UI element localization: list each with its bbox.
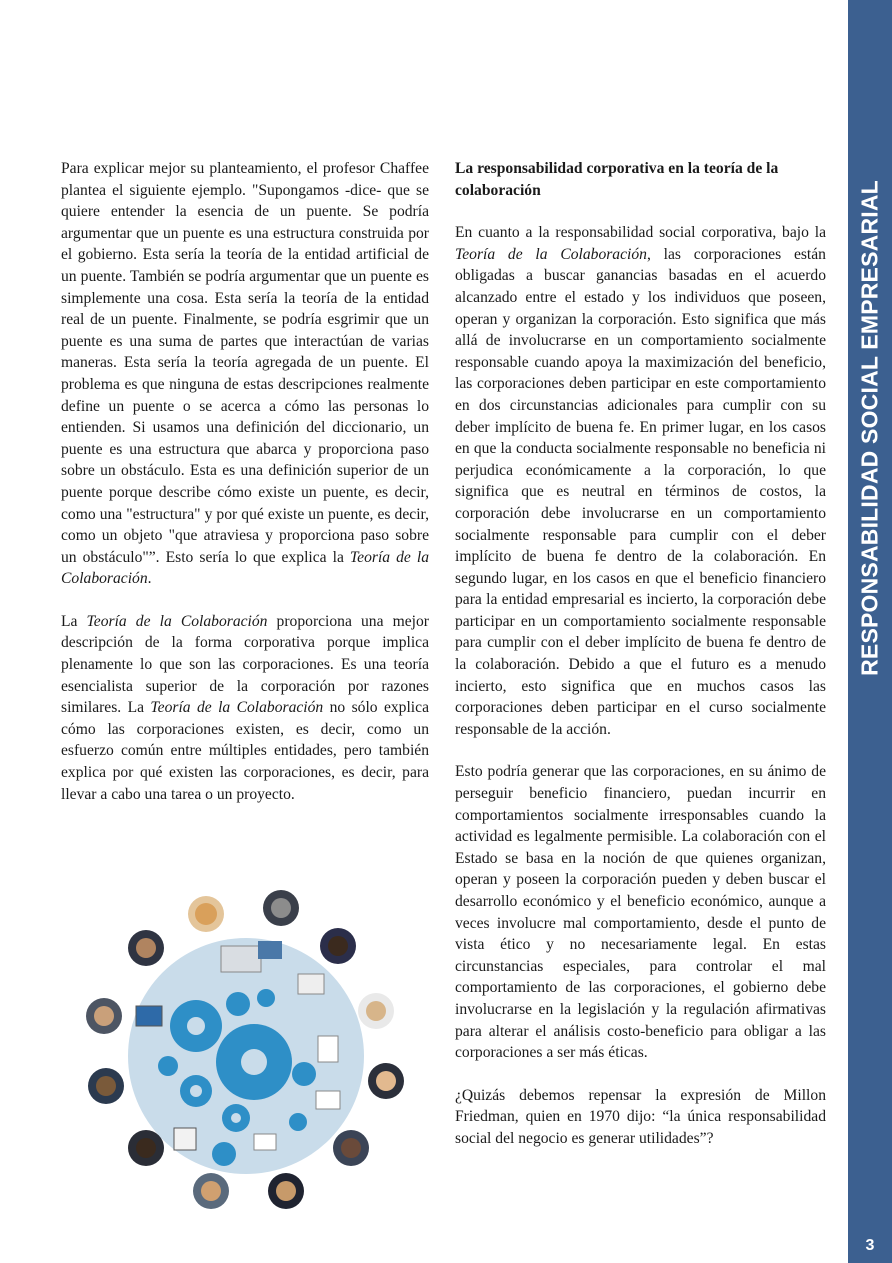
- left-paragraph-1: Para explicar mejor su planteamiento, el profesor Chaffee plantea el siguiente ejemplo. "Supongamos -dice- que se quiere entender la esencia de un puente. Se podría argumentar que un puente es una estructura construida por el gobierno. Esta sería la teoría de la entidad artificial de un puente. También se podría argumentar que un puente es simplemente una cosa. Esta sería la teoría de la entidad real de un puente. Finalmente, se podría esgrimir que un puente es una suma de partes que interactúan de varias maneras. Esta sería la teoría agregada de un puente. El problema es que ninguna de estas descripciones realmente define un puente o se acerca a cómo las personas lo entienden. Si usamos una definición del diccionario, un puente es una estructura que abarca y proporciona paso sobre un obstáculo. Esta es una definición superior de un puente porque describe cómo existe un puente, es decir, como una "estructura" y por qué existe un puente, es decir, como un objeto "que atraviesa y proporciona paso sobre un obstáculo"”. Esto sería lo que explica la Teoría de la Colaboración.: [61, 160, 429, 588]
- right-column: [455, 158, 826, 1150]
- right-paragraph-1: En cuanto a la responsabilidad social corporativa, bajo la Teoría de la Colaboración, las corporaciones están obligadas a buscar ganancias basadas en el acuerdo alcanzado entre el estado y los individuos que poseen, operan y organizan la corporación. Esto significa que más allá de involucrarse en un comportamiento socialmente responsable cuando apoya la maximización del beneficio, las corporaciones deben participar en este comportamiento en dos circunstancias adicionales para cumplir con su deber implícito de buena fe. En primer lugar, en los casos en que la conducta socialmente responsable no beneficia ni perjudica económicamente a la corporación, lo que significa que es neutral en términos de costos, la corporación debe involucrarse en un comportamiento socialmente responsable para cumplir con el deber implícito de buena fe dentro de la colaboración. En segundo lugar, en los casos en que el beneficio financiero para la entidad empresarial es incierto, la corporación debe participar en un comportamiento socialmente responsable para cumplir con el deber implícito de buena fe dentro de la colaboración. Debido a que el futuro es a menudo incierto, esto significa que en muchos casos las corporaciones deben participar en el curso socialmente responsable de la acción.: [455, 224, 826, 738]
- sidebar-band: [848, 0, 892, 1263]
- meeting-illustration: [76, 886, 416, 1226]
- right-paragraph-2: Esto podría generar que las corporaciones, en su ánimo de perseguir beneficio financiero, puedan incurrir en comportamientos socialmente irresponsables cuando la actividad es legalmente permisible. La colaboración con el Estado se basa en la noción de que quienes organizan, operan y poseen la corporación pueden y deben buscar el desarrollo económico y el beneficio económico, aunque a veces involucre mal comportamiento, desde el punto de vista ético y no necesariamente legal. En estas circunstancias especiales, para controlar el mal comportamiento de las corporaciones, el gobierno debe involucrarse en la legislación y la regulación afirmativas para alterar el análisis costo-beneficio para obligar a las corporaciones a ser más éticas.: [455, 763, 826, 1062]
- sidebar-title: RESPONSABILIDAD SOCIAL EMPRESARIAL: [856, 180, 883, 676]
- meeting-gears-image: [76, 886, 416, 1226]
- section-heading: La responsabilidad corporativa en la teoría de la colaboración: [455, 160, 779, 199]
- left-column: [61, 158, 429, 805]
- page-number: 3: [865, 1237, 875, 1254]
- left-paragraph-2: La Teoría de la Colaboración proporciona una mejor descripción de la forma corporativa porque implica plenamente lo que son las corporaciones. Es una teoría esencialista superior de la corporación por razones similares. La Teoría de la Colaboración no sólo explica cómo las corporaciones existen, es decir, como un esfuerzo común entre múltiples entidades, pero también explica por qué existen las corporaciones, es decir, para llevar a cabo una tarea o un proyecto.: [61, 612, 429, 803]
- right-paragraph-3: ¿Quizás debemos repensar la expresión de Millon Friedman, quien en 1970 dijo: “la única responsabilidad social del negocio es generar utilidades”?: [455, 1086, 826, 1147]
